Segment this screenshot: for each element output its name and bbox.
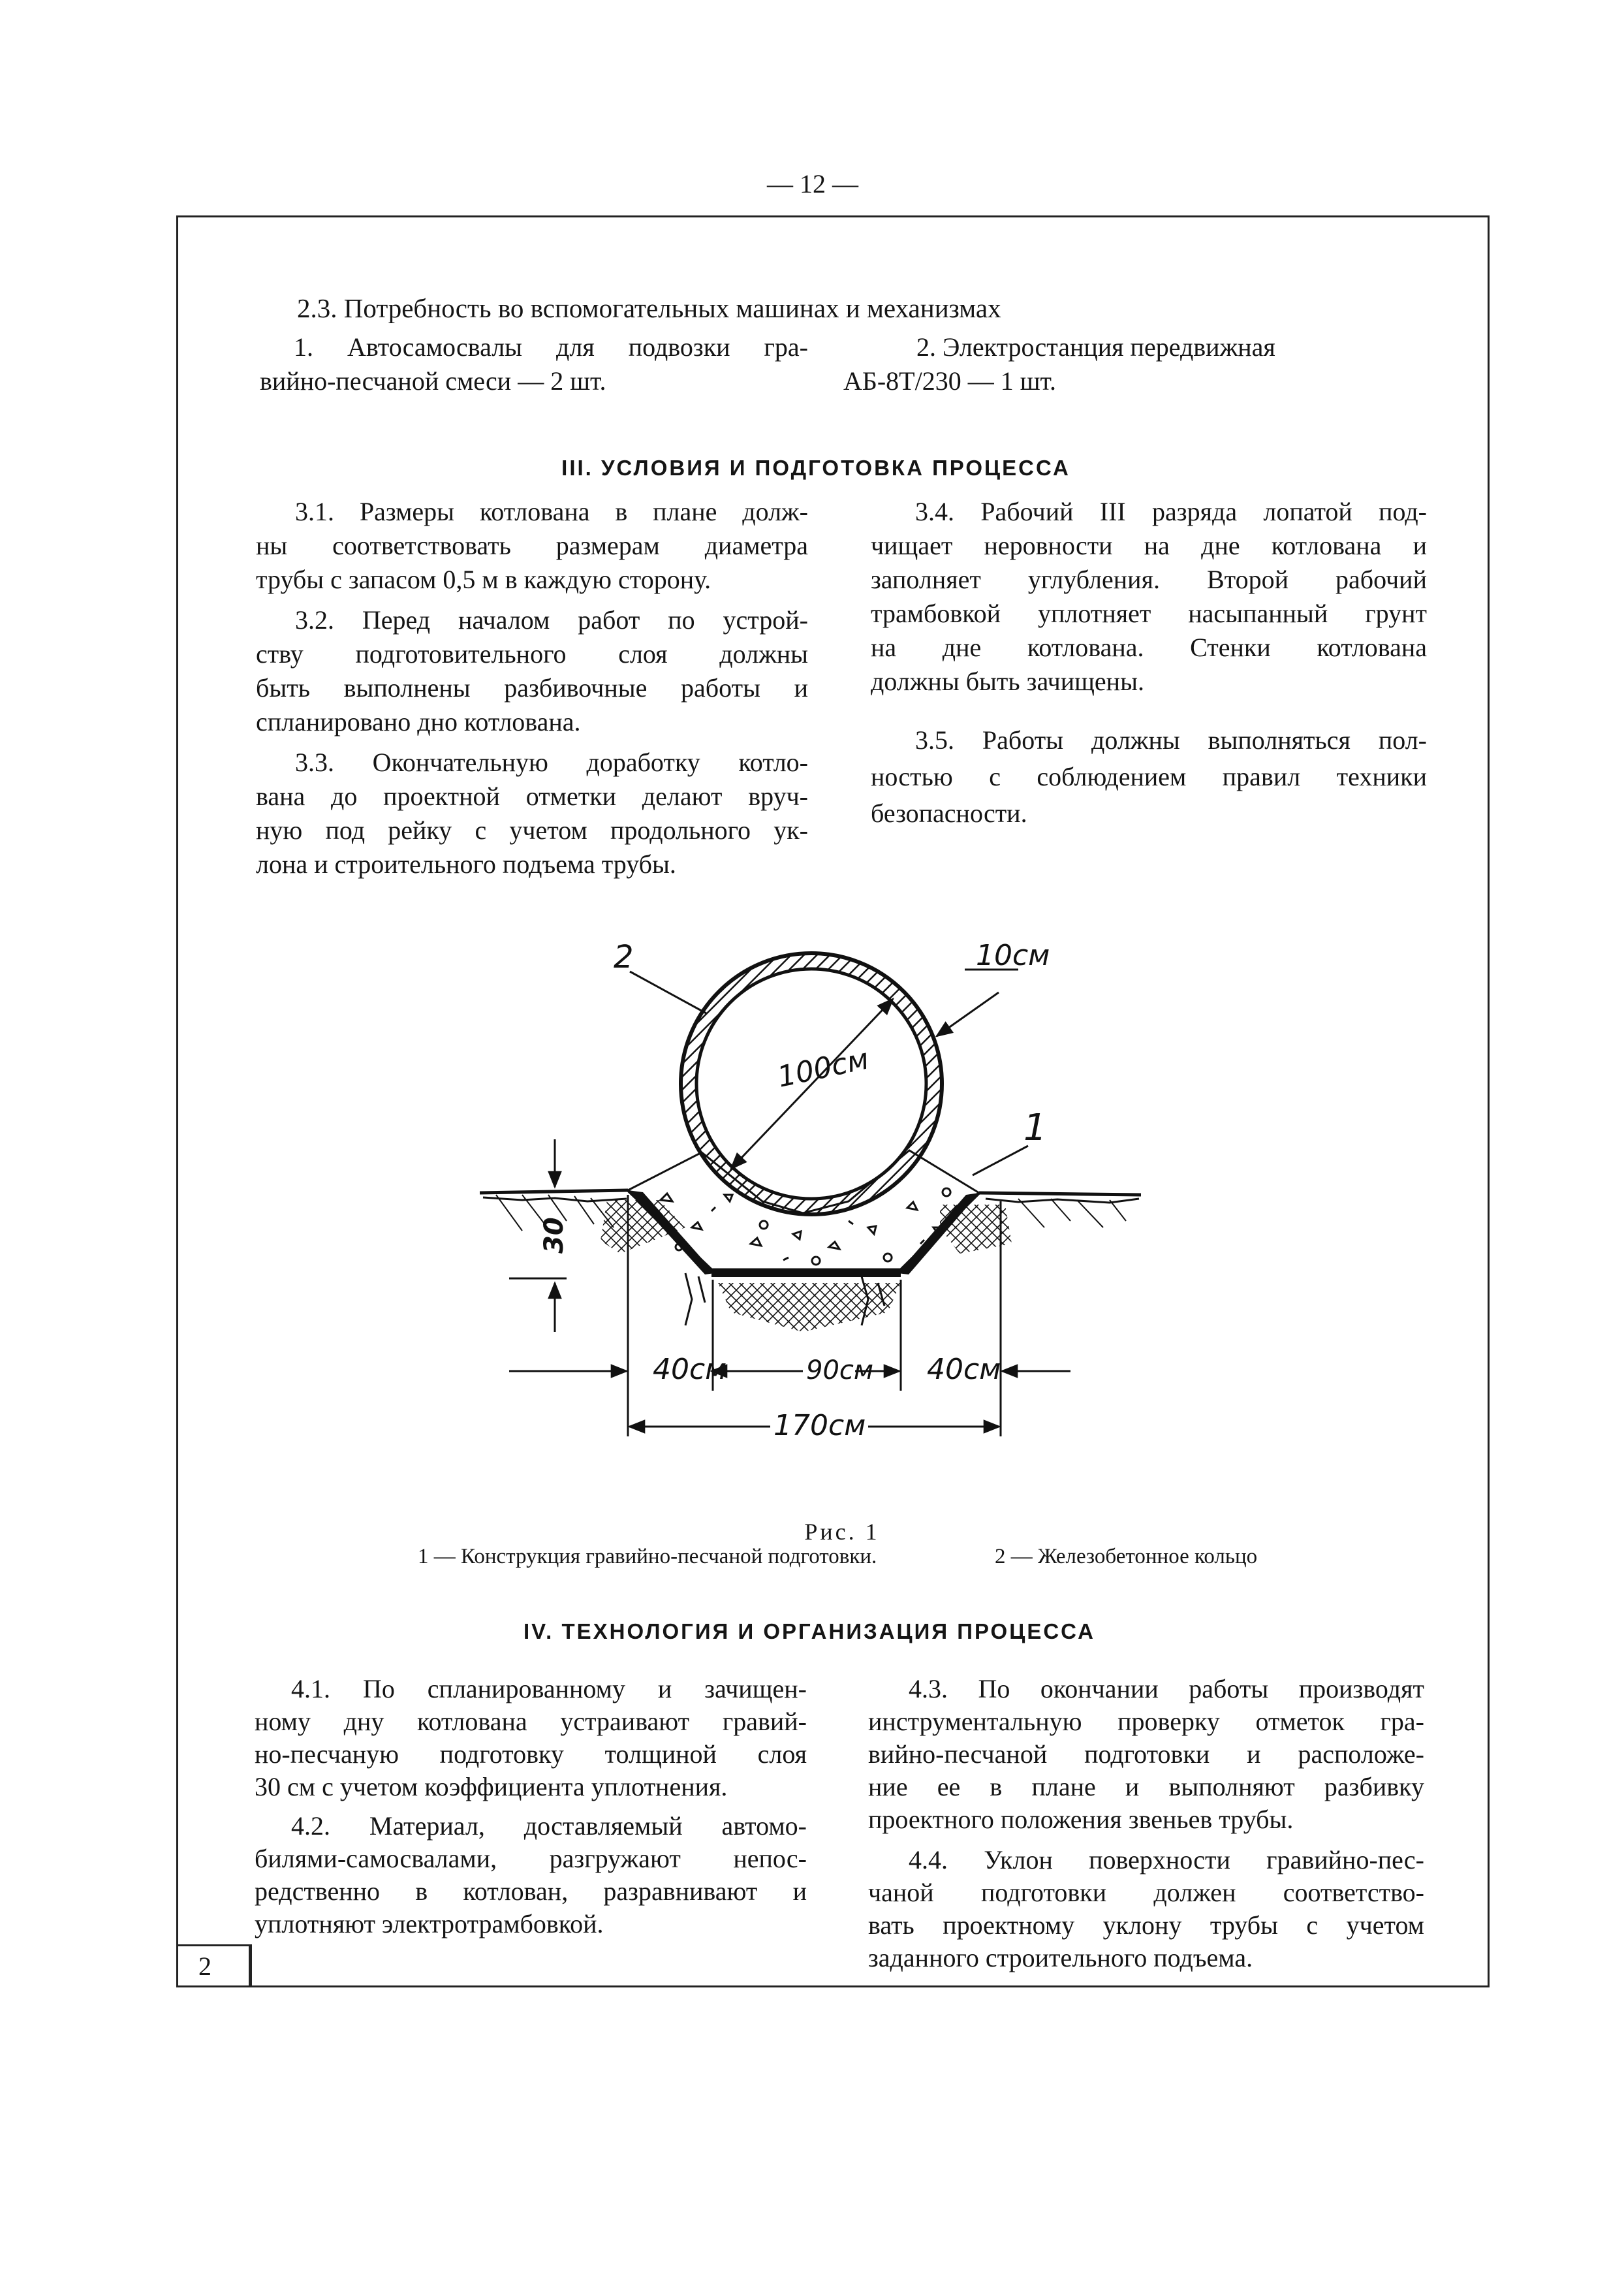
paragraph-4-2: 4.2. Материал, доставляемый автомо- билями-самосвалами, разгружают непос- редственно в котлован, разравнивают и уплотняют электротрамбовкой. (255, 1811, 807, 1938)
figure-caption-item-2: 2 — Железобетонное кольцо (995, 1545, 1258, 1568)
section-3-right-column (871, 495, 1427, 832)
paragraph-3-2: 3.2. Перед началом работ по устрой- ству подготовительного слоя должны быть выполнены разбивочные работы и спланировано дно котлована. (256, 605, 808, 736)
dimension-right-slope: 40см (927, 1353, 1001, 1386)
sheet-number-box (176, 1944, 252, 1987)
section-4-left-column (255, 1673, 807, 1940)
dimension-depth: 30 (539, 1217, 569, 1254)
page-number: — 12 — (767, 169, 858, 198)
paragraph-4-1: 4.1. По спланированному и зачищен- ному дну котлована устраивают гравий- но-песчаную подготовку толщиной слоя 30 см с учетом коэффициента уплотнения. (255, 1674, 807, 1801)
dimension-bottom-width: 90см (806, 1355, 874, 1385)
figure-caption-title: Рис. 1 (804, 1519, 880, 1545)
section-3-left-column (256, 495, 808, 881)
dimension-left-slope: 40см (653, 1353, 727, 1386)
figure-caption-item-1: 1 — Конструкция гравийно-песчаной подготовки. (418, 1545, 877, 1568)
dimension-wall-thickness: 10см (976, 939, 1050, 972)
callout-label-2: 2 (614, 939, 634, 975)
section-2-3-item-2: 2. Электростанция передвижная АБ-8Т/230 — 1 шт. (843, 332, 1275, 396)
section-4-heading: IV. ТЕХНОЛОГИЯ И ОРГАНИЗАЦИЯ ПРОЦЕССА (523, 1619, 1096, 1643)
paragraph-4-4: 4.4. Уклон поверхности гравийно-пес- чаной подготовки должен соответство- вать проектному уклону трубы с учетом заданного строительного подъема. (868, 1845, 1424, 1972)
section-2-3-title: 2.3. Потребность во вспомогательных машинах и механизмах (297, 293, 1001, 323)
paragraph-3-5: 3.5. Работы должны выполняться пол- ностью с соблюдением правил техники безопасности. (871, 725, 1427, 828)
sheet-number: 2 (198, 1952, 211, 1981)
paragraph-3-3: 3.3. Окончательную доработку котло- вана до проектной отметки делают вруч- ную под рейку с учетом продольного ук- лона и строительного подъема трубы. (256, 748, 808, 879)
callout-label-1: 1 (1023, 1107, 1047, 1149)
section-2-3-item-1: 1. Автосамосвалы для подвозки гра- вийно-песчаной смеси — 2 шт. (260, 332, 808, 396)
dimension-diameter: 100см (774, 1042, 872, 1094)
figure-pipe-bedding (470, 927, 1162, 1463)
paragraph-3-1: 3.1. Размеры котлована в плане долж- ны соответствовать размерам диаметра трубы с запасом 0,5 м в каждую сторону. (256, 497, 808, 594)
dimension-total-width: 170см (773, 1409, 866, 1442)
paragraph-4-3: 4.3. По окончании работы производят инструментальную проверку отметок гра- вийно-песчаной подготовки и расположе- ние ее в плане и выполняют разбивку проектного положения звеньев трубы. (868, 1674, 1424, 1834)
section-4-right-column (868, 1673, 1424, 1974)
paragraph-3-4: 3.4. Рабочий III разряда лопатой под- чищает неровности на дне котлована и заполняет углубления. Второй рабочий трамбовкой уплотняет насыпанный грунт на дне котлована. Стенки котлована должны быть зачищены. (871, 497, 1427, 696)
section-3-heading: III. УСЛОВИЯ И ПОДГОТОВКА ПРОЦЕССА (561, 456, 1070, 480)
